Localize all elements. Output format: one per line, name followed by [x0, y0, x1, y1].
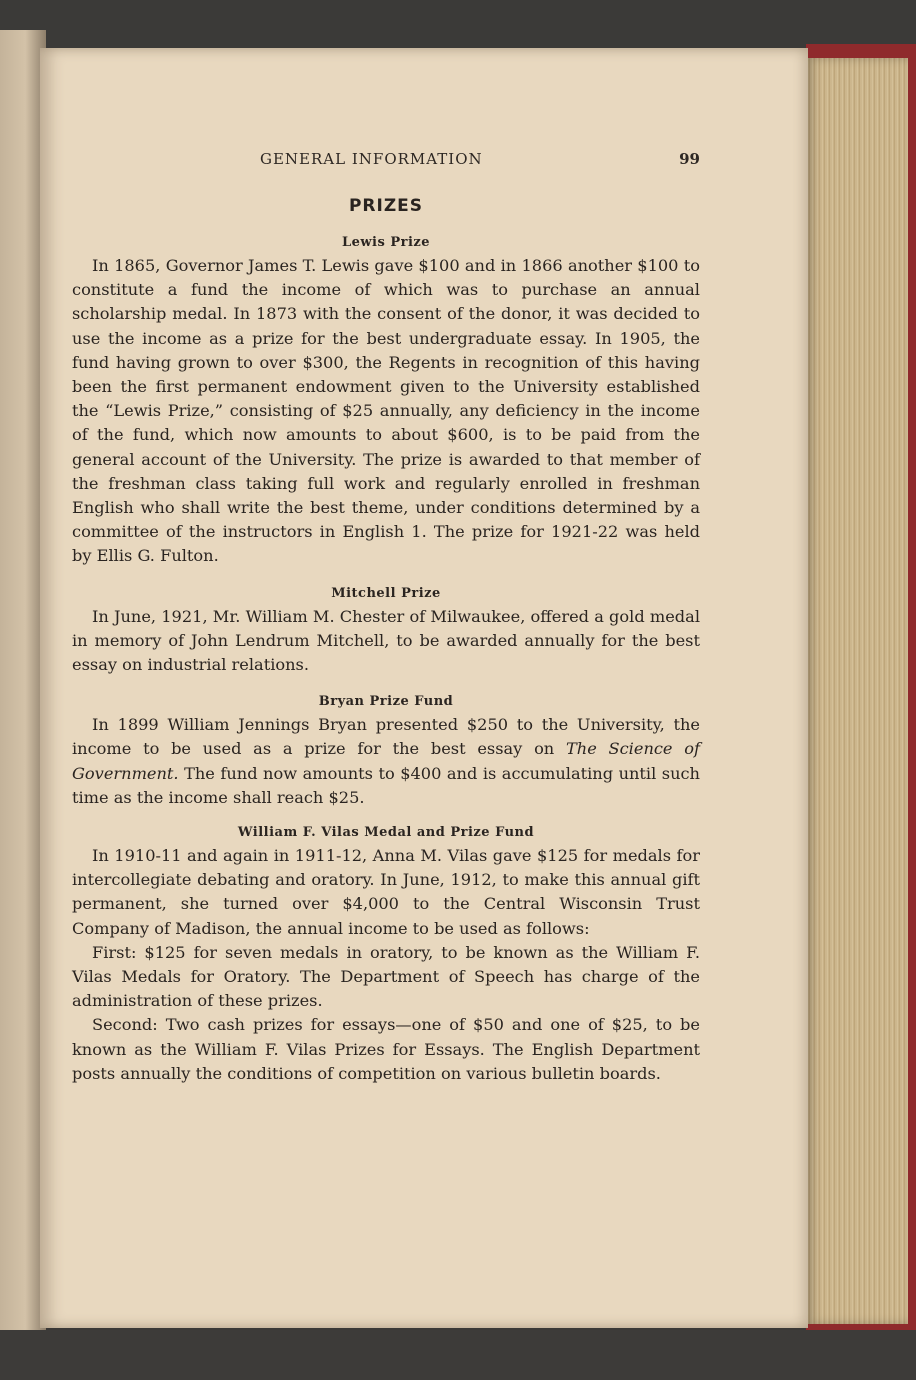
- scan-background-top: [0, 0, 916, 48]
- book-title: The Science of Government.: [72, 739, 700, 783]
- bryan-text-after: The fund now amounts to $400 and is accumulating until such time as the income shall reach $25.: [72, 763, 700, 807]
- bryan-text-before: In 1899 William Jennings Bryan presented $250 to the University, the income to be used as a prize for the best essay on: [72, 715, 700, 759]
- lewis-prize-heading: Lewis Prize: [341, 235, 431, 250]
- vilas-second-paragraph: Second: Two cash prizes for essays—one of $50 and one of $25, to be known as the William F. Vilas Prizes for Essays. The English Department posts annually the conditions of competition on various bulletin boards.: [72, 1015, 700, 1083]
- page-edges: [806, 58, 908, 1324]
- vilas-prize-paragraph: In 1910-11 and again in 1911-12, Anna M. Vilas gave $125 for medals for intercollegiate debating and oratory. In June, 1912, to make this annual gift permanent, she turned over $4,000 to the Central Wisconsin Trust Company of Madison, the annual income to be used as follows:: [72, 846, 700, 938]
- vilas-first-paragraph: First: $125 for seven medals in oratory, to be known as the William F. Vilas Medals for Oratory. The Department of Speech has charge of the administration of these prizes.: [72, 942, 700, 1011]
- scan-background-bottom: [0, 1330, 916, 1380]
- bryan-prize-heading: Bryan Prize Fund: [318, 694, 454, 710]
- lewis-prize-paragraph: In 1865, Governor James T. Lewis gave $100 and in 1866 another $100 to constitute a fund the income of which was to purchase an annual scholarship medal. In 1873 with the consent of the donor, it was decided to use the income as a prize for the best undergraduate essay. In 1905, the fund having grown to over $300, the Regents in recognition of this having been the first permanent endowment given to the University established the “Lewis Prize,” consisting of $25 annually, any deficiency in the income of the fund, which now amounts to about $600, is to be paid from the general account of the University. The prize is awarded to that member of the freshman class taking full work and regularly enrolled in freshman English who shall write the best theme, under conditions determined by a committee of the instructors in English 1. The prize for 1921-22 was held by Ellis G. Fulton.: [72, 256, 700, 566]
- section-title: PRIZES: [348, 196, 424, 216]
- page-body: [72, 232, 700, 1086]
- page-header: [260, 150, 700, 172]
- bryan-prize-paragraph: [72, 713, 700, 810]
- page-number: 99: [679, 150, 700, 168]
- mitchell-prize-heading: Mitchell Prize: [331, 585, 441, 601]
- mitchell-prize-paragraph: In June, 1921, Mr. William M. Chester of Milwaukee, offered a gold medal in memory of John Lendrum Mitchell, to be awarded annually for the best essay on industrial relations.: [72, 606, 700, 675]
- running-head: GENERAL INFORMATION: [260, 150, 483, 168]
- vilas-prize-heading: William F. Vilas Medal and Prize Fund: [237, 825, 535, 841]
